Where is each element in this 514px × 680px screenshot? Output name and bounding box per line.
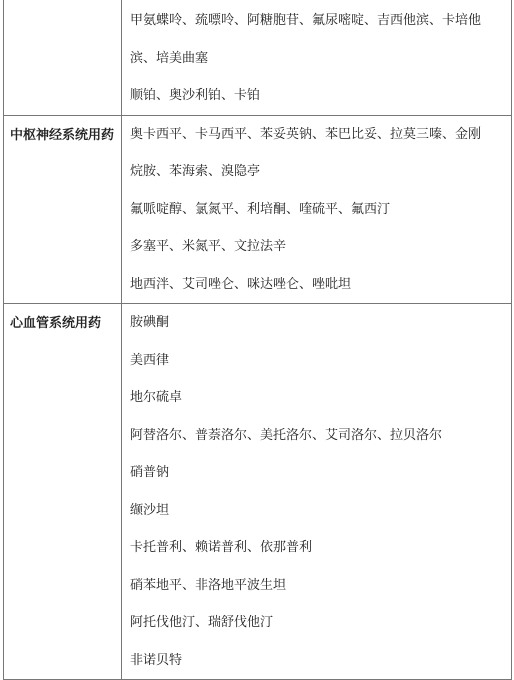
drug-line: 顺铂、奥沙利铂、卡铂: [130, 88, 261, 103]
category-label: 中枢神经系统用药: [10, 127, 115, 143]
drug-line: 非诺贝特: [130, 652, 183, 668]
drug-list-cell: [122, 0, 512, 115]
drug-line: 硝苯地平、非洛地平波生坦: [130, 577, 287, 593]
drug-line: 奥卡西平、卡马西平、苯妥英钠、苯巴比妥、拉莫三嗪、金刚: [130, 126, 482, 142]
drug-line: 多塞平、米氮平、文拉法辛: [130, 239, 287, 254]
category-cell: [4, 304, 122, 680]
drug-line: 地尔硫卓: [130, 390, 183, 405]
drug-line: 胺碘酮: [130, 315, 170, 330]
category-cell: [4, 115, 122, 304]
drug-line: 缬沙坦: [130, 502, 170, 518]
drug-list-cell: [122, 115, 512, 304]
table-row-cardiovascular-drugs: [4, 304, 512, 680]
drug-line: 地西泮、艾司唑仑、咪达唑仑、唑吡坦: [130, 276, 352, 292]
drug-line: 阿替洛尔、普萘洛尔、美托洛尔、艾司洛尔、拉贝洛尔: [130, 427, 443, 443]
drug-line: 硝普钠: [130, 465, 170, 480]
drug-line: 美西律: [130, 352, 170, 368]
drug-line: 甲氨蝶呤、巯嘌呤、阿糖胞苷、氟尿嘧啶、吉西他滨、卡培他: [130, 13, 482, 28]
drug-category-table: [3, 0, 512, 680]
table-row-cns-drugs: [4, 115, 512, 304]
category-label: 心血管系统用药: [10, 316, 102, 331]
drug-line: 滨、培美曲塞: [130, 50, 209, 66]
category-cell: [4, 0, 122, 115]
category-label: [4, 0, 121, 12]
drug-line: 氟哌啶醇、氯氮平、利培酮、喹硫平、氟西汀: [130, 201, 391, 217]
drug-line: 卡托普利、赖诺普利、依那普利: [130, 540, 313, 555]
drug-list-cell: [122, 304, 512, 680]
drug-line: 阿托伐他汀、瑞舒伐他汀: [130, 615, 274, 630]
table-row-antineoplastic-continued: [4, 0, 512, 115]
drug-line: 烷胺、苯海索、溴隐亭: [130, 164, 261, 179]
